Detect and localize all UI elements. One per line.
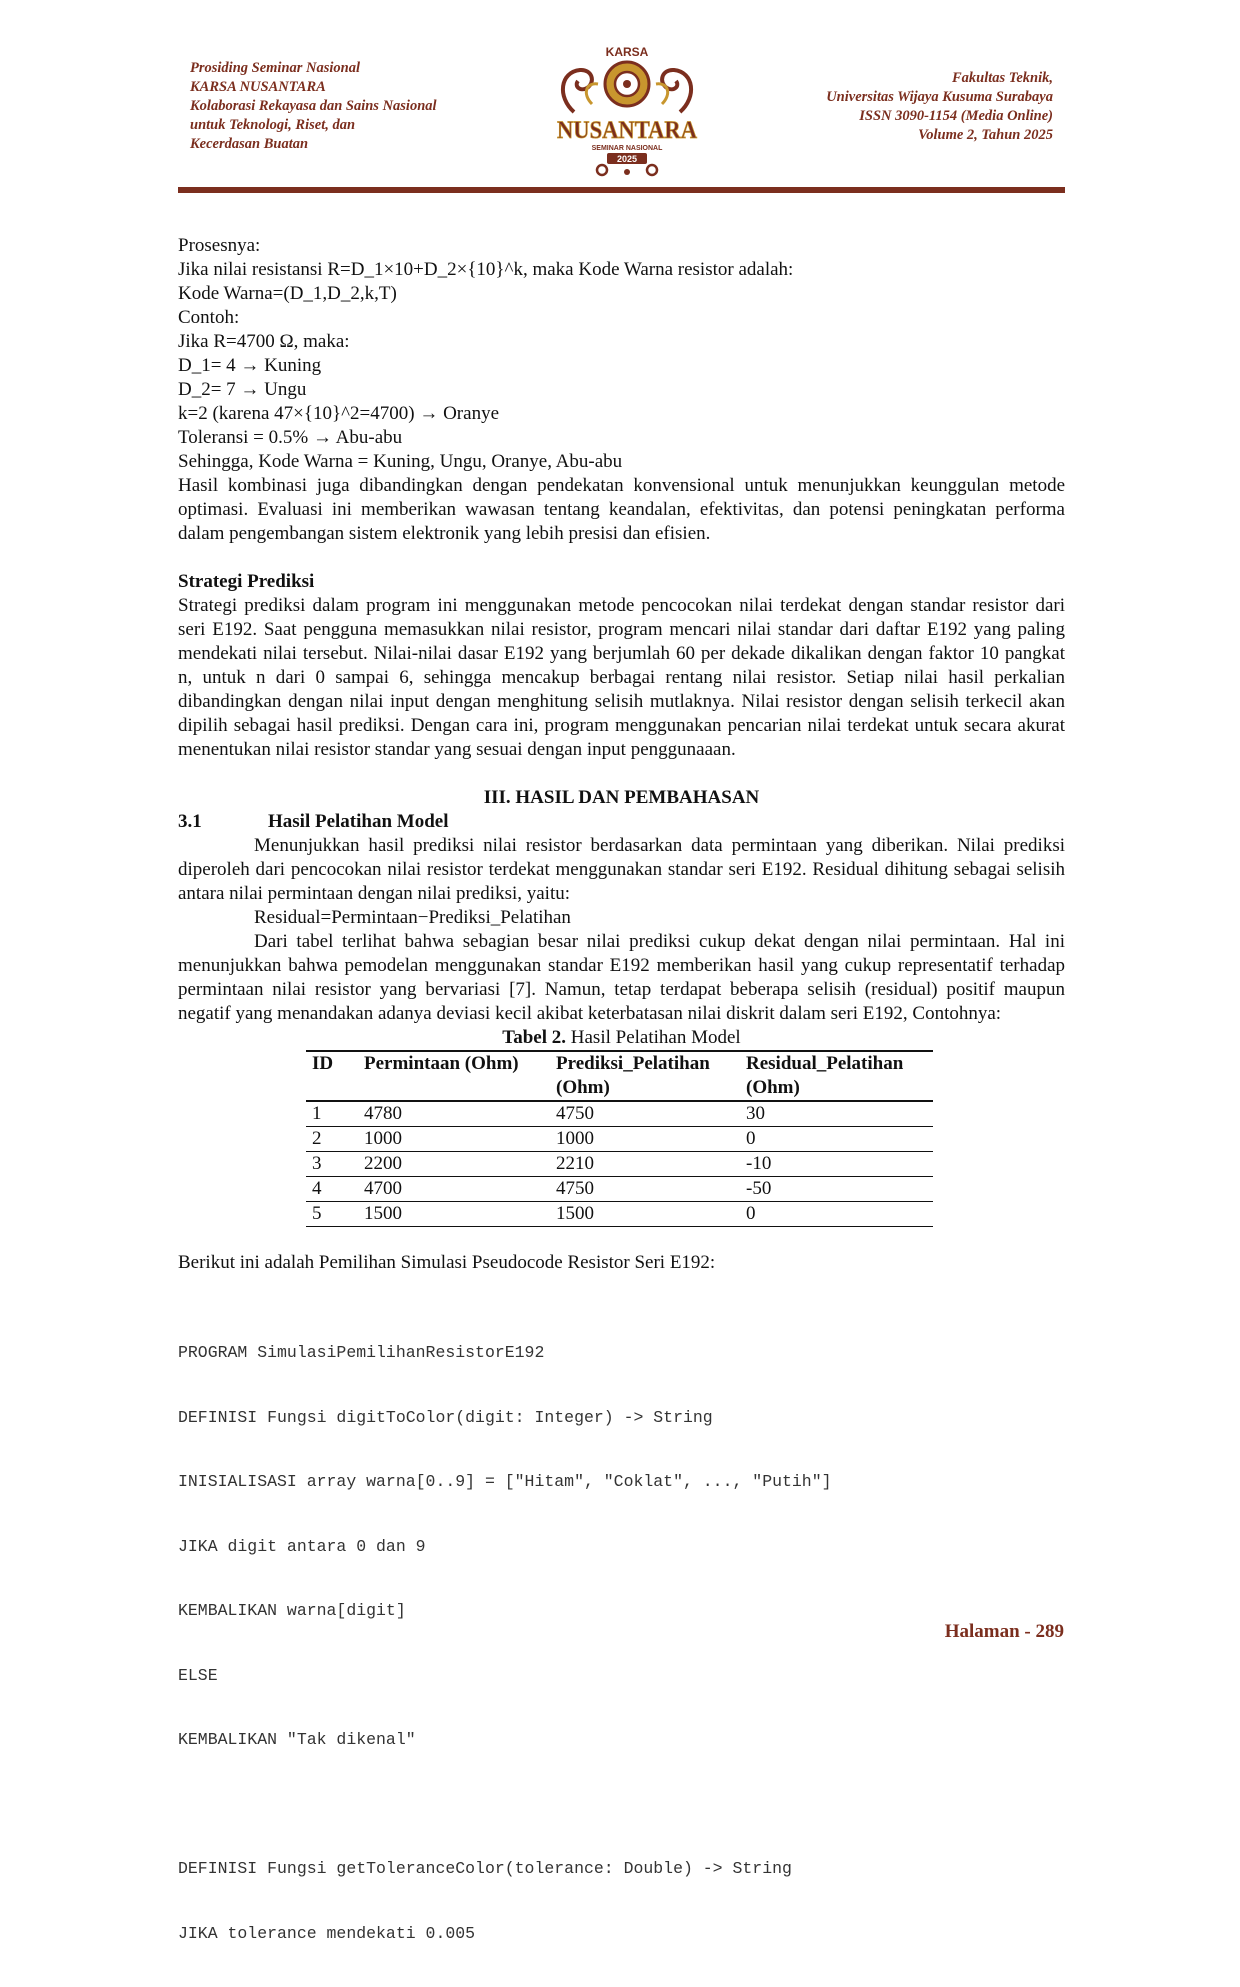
pseudocode-intro: Berikut ini adalah Pemilihan Simulasi Pseudocode Resistor Seri E192: — [178, 1252, 716, 1273]
table-header-cell: Permintaan (Ohm) — [358, 1051, 550, 1101]
code-line: JIKA tolerance mendekati 0.005 — [178, 1923, 476, 1943]
process-line: Sehingga, Kode Warna = Kuning, Ungu, Oranye, Abu-abu — [178, 451, 623, 472]
section-title: III. HASIL DAN PEMBAHASAN — [483, 787, 760, 808]
code-line: KEMBALIKAN warna[digit] — [178, 1601, 406, 1620]
table-cell: -50 — [740, 1177, 933, 1202]
table-caption — [178, 1026, 1065, 1050]
code-line: JIKA digit antara 0 dan 9 — [178, 1536, 426, 1556]
code-line-blank — [178, 1794, 1065, 1816]
table-cell: 2200 — [358, 1152, 550, 1177]
strategy-paragraph: Strategi prediksi dalam program ini menggunakan metode pencocokan nilai terdekat dengan standar resistor dari seri E192. Saat pengguna memasukkan nilai resistor, program mencari nilai standar dari daftar E192 yang paling mendekati nilai tersebut. Nilai-nilai dasar E192 yang berjumlah 60 per dekade dikalikan dengan faktor 10 pangkat n, untuk n dari 0 sampai 6, sehingga mencakup berbagai rentang nilai resistor. Setiap nilai hasil perkalian dibandingkan dengan nilai input dengan menghitung selisih mutlaknya. Nilai resistor dengan selisih terkecil akan dipilih sebagai hasil prediksi. Dengan cara ini, program menggunakan pencarian nilai terdekat untuk secara akurat menentukan nilai resistor standar yang sesuai dengan input penggunaaan. — [178, 595, 1065, 760]
pseudocode-block — [178, 1299, 1065, 1987]
results-table — [306, 1050, 933, 1227]
header-right-line: Fakultas Teknik, — [952, 70, 1053, 86]
header-right-line: Universitas Wijaya Kusuma Surabaya — [826, 89, 1053, 105]
page-number: Halaman - 289 — [944, 1621, 1064, 1642]
logo-top-text: KARSA — [605, 45, 649, 59]
header-left-line: Prosiding Seminar Nasional — [190, 60, 361, 76]
table-row — [306, 1127, 933, 1152]
page-content — [178, 234, 1065, 1987]
results-paragraph-1: Menunjukkan hasil prediksi nilai resistor berdasarkan data permintaan yang diberikan. Nilai prediksi diperoleh dari pencocokan nilai resistor terdekat menggunakan standar seri E192. Residual dihitung sebagai selisih antara nilai permintaan dengan nilai prediksi, yaitu: — [178, 835, 1065, 904]
table-cell: 3 — [306, 1152, 358, 1177]
table-row — [306, 1152, 933, 1177]
table-cell: 4700 — [358, 1177, 550, 1202]
process-line: D_2= 7 → Ungu — [178, 379, 307, 400]
subsection-number: 3.1 — [178, 811, 202, 832]
code-line: PROGRAM SimulasiPemilihanResistorE192 — [178, 1343, 545, 1362]
process-conclusion: Hasil kombinasi juga dibandingkan dengan pendekatan konvensional untuk menunjukkan keunggulan metode optimasi. Evaluasi ini memberikan wawasan tentang keandalan, efektivitas, dan potensi peningkatan performa dalam pengembangan sistem elektronik yang lebih presisi dan efisien. — [178, 475, 1065, 544]
header-left-line: Kecerdasan Buatan — [190, 136, 309, 152]
header-right-line: Volume 2, Tahun 2025 — [918, 127, 1053, 143]
process-line: Jika R=4700 Ω, maka: — [178, 331, 350, 352]
table-cell: 4750 — [550, 1177, 740, 1202]
code-line: KEMBALIKAN "Tak dikenal" — [178, 1730, 416, 1749]
table-caption-text: Hasil Pelatihan Model — [570, 1027, 741, 1048]
header-right — [713, 69, 1053, 145]
karsa-nusantara-logo — [552, 42, 702, 178]
table-cell: 4750 — [550, 1101, 740, 1127]
process-line: Contoh: — [178, 307, 240, 328]
page-header — [0, 0, 1240, 200]
strategy-heading: Strategi Prediksi — [178, 571, 315, 592]
table-header-cell: Prediksi_Pelatihan (Ohm) — [550, 1051, 740, 1101]
subsection-heading — [178, 810, 1065, 834]
process-line: Kode Warna=(D_1,D_2,k,T) — [178, 283, 397, 304]
code-line: DEFINISI Fungsi getToleranceColor(tolerance: Double) -> String — [178, 1859, 792, 1878]
table-caption-label: Tabel 2. — [502, 1027, 567, 1048]
table-cell: 0 — [740, 1127, 933, 1152]
table-cell: 30 — [740, 1101, 933, 1127]
table-cell: 0 — [740, 1202, 933, 1227]
table-cell: 1 — [306, 1101, 358, 1127]
table-cell: 2 — [306, 1127, 358, 1152]
process-line: Jika nilai resistansi R=D_1×10+D_2×{10}^k, maka Kode Warna resistor adalah: — [178, 259, 794, 280]
table-cell: 1500 — [550, 1202, 740, 1227]
table-cell: 4780 — [358, 1101, 550, 1127]
table-cell: -10 — [740, 1152, 933, 1177]
table-row — [306, 1101, 933, 1127]
process-line: Prosesnya: — [178, 235, 261, 256]
header-right-line: ISSN 3090-1154 (Media Online) — [859, 108, 1053, 124]
logo-year-text: 2025 — [616, 154, 638, 164]
results-paragraph-2: Dari tabel terlihat bahwa sebagian besar nilai prediksi cukup dekat dengan nilai permintaan. Hal ini menunjukkan bahwa pemodelan menggunakan standar E192 memberikan hasil yang cukup representatif terhadap permintaan nilai resistor yang bervariasi [7]. Namun, tetap terdapat beberapa selisih (residual) positif maupun negatif yang menandakan adanya deviasi kecil akibat keterbatasan nilai diskrit dalam seri E192, Contohnya: — [178, 931, 1065, 1024]
code-line: INISIALISASI array warna[0..9] = ["Hitam", "Coklat", ..., "Putih"] — [178, 1472, 832, 1491]
table-cell: 5 — [306, 1202, 358, 1227]
header-left-line: untuk Teknologi, Riset, dan — [190, 117, 356, 133]
logo-sub-text: SEMINAR NASIONAL — [591, 145, 663, 152]
header-left-line: KARSA NUSANTARA — [190, 79, 326, 95]
table-header-row — [306, 1051, 933, 1101]
table-cell: 1000 — [550, 1127, 740, 1152]
process-line: Toleransi = 0.5% → Abu-abu — [178, 427, 403, 448]
table-row — [306, 1177, 933, 1202]
table-header-cell: Residual_Pelatihan (Ohm) — [740, 1051, 933, 1101]
residual-formula: Residual=Permintaan−Prediksi_Pelatihan — [254, 907, 571, 928]
table-cell: 1500 — [358, 1202, 550, 1227]
table-header-cell: ID — [306, 1051, 358, 1101]
process-line: D_1= 4 → Kuning — [178, 355, 322, 376]
code-line: ELSE — [178, 1665, 218, 1685]
header-divider — [178, 187, 1065, 193]
code-line: DEFINISI Fungsi digitToColor(digit: Integer) -> String — [178, 1407, 713, 1427]
table-cell: 1000 — [358, 1127, 550, 1152]
header-left — [190, 59, 520, 154]
process-lines — [178, 234, 1065, 474]
subsection-title: Hasil Pelatihan Model — [268, 811, 449, 832]
table-row — [306, 1202, 933, 1227]
table-cell: 4 — [306, 1177, 358, 1202]
header-left-line: Kolaborasi Rekayasa dan Sains Nasional — [190, 98, 437, 114]
logo-main-text: NUSANTARA — [557, 117, 697, 144]
table-cell: 2210 — [550, 1152, 740, 1177]
process-line: k=2 (karena 47×{10}^2=4700) → Oranye — [178, 403, 499, 424]
